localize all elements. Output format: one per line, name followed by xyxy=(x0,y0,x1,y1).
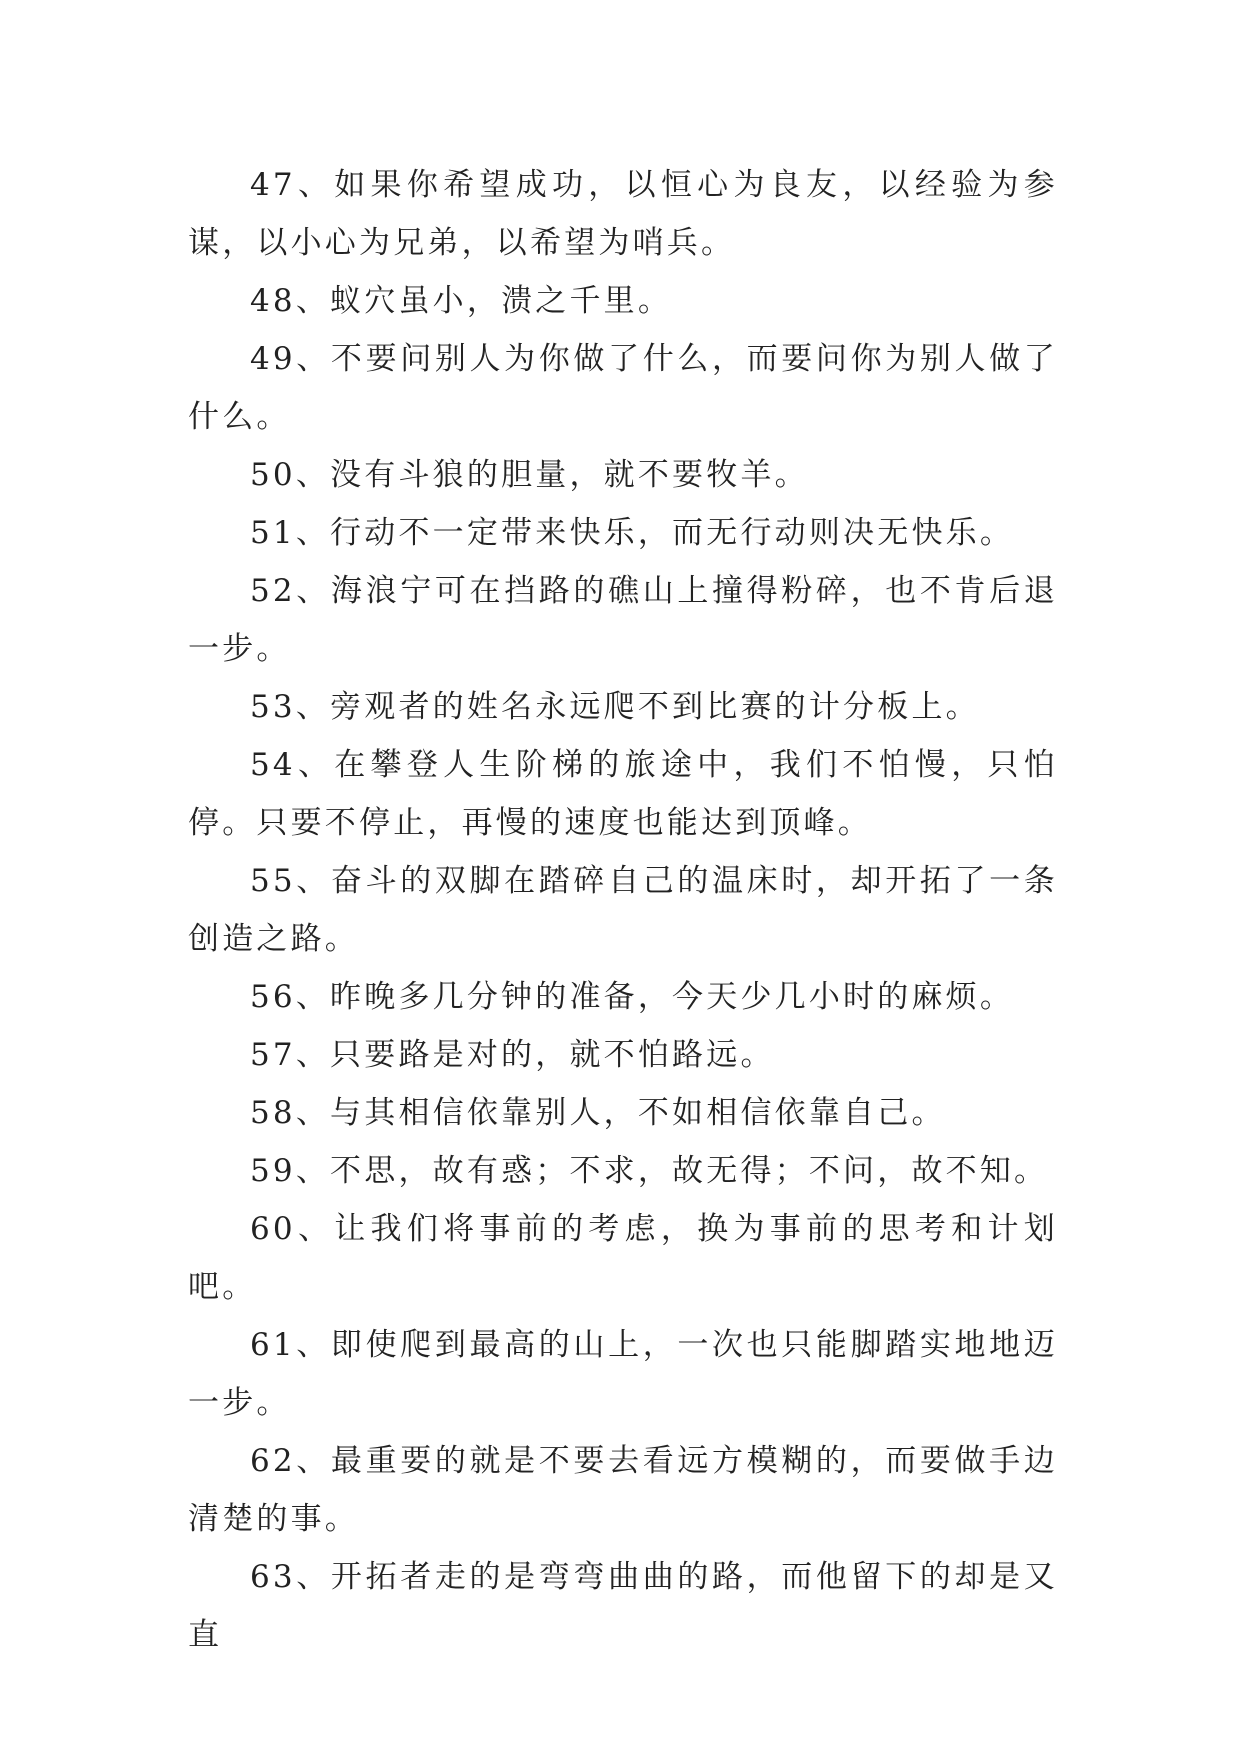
paragraph-48: 48、蚁穴虽小，溃之千里。 xyxy=(250,283,673,319)
paragraph-50: 50、没有斗狼的胆量，就不要牧羊。 xyxy=(250,457,809,493)
paragraph-47: 47、如果你希望成功，以恒心为良友，以经验为参谋，以小心为兄弟，以希望为哨兵。 xyxy=(188,167,1058,261)
paragraph-53: 53、旁观者的姓名永远爬不到比赛的计分板上。 xyxy=(250,689,980,725)
paragraph-52: 52、海浪宁可在挡路的礁山上撞得粉碎，也不肯后退一步。 xyxy=(188,573,1058,667)
paragraph-63: 63、开拓者走的是弯弯曲曲的路，而他留下的却是又直 xyxy=(188,1559,1058,1653)
paragraph-54: 54、在攀登人生阶梯的旅途中，我们不怕慢，只怕停。只要不停止，再慢的速度也能达到顶峰。 xyxy=(188,747,1058,841)
document-body xyxy=(188,156,1058,1664)
paragraph-58: 58、与其相信依靠别人，不如相信依靠自己。 xyxy=(250,1095,946,1131)
paragraph-56: 56、昨晚多几分钟的准备，今天少几小时的麻烦。 xyxy=(250,979,1015,1015)
paragraph-59: 59、不思，故有惑；不求，故无得；不问，故不知。 xyxy=(250,1153,1049,1189)
paragraph-60: 60、让我们将事前的考虑，换为事前的思考和计划吧。 xyxy=(188,1211,1058,1305)
paragraph-51: 51、行动不一定带来快乐，而无行动则决无快乐。 xyxy=(250,515,1015,551)
paragraph-61: 61、即使爬到最高的山上，一次也只能脚踏实地地迈一步。 xyxy=(188,1327,1058,1421)
paragraph-57: 57、只要路是对的，就不怕路远。 xyxy=(250,1037,775,1073)
paragraph-62: 62、最重要的就是不要去看远方模糊的，而要做手边清楚的事。 xyxy=(188,1443,1058,1537)
paragraph-55: 55、奋斗的双脚在踏碎自己的温床时，却开拓了一条创造之路。 xyxy=(188,863,1058,957)
paragraph-49: 49、不要问别人为你做了什么，而要问你为别人做了什么。 xyxy=(188,341,1058,435)
